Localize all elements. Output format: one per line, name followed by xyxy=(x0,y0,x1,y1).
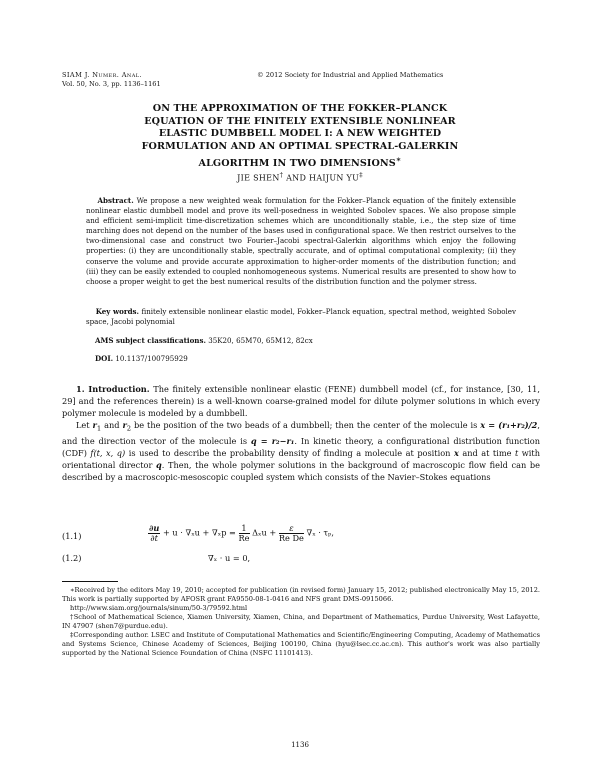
math-symbol: r xyxy=(92,420,97,431)
doi-label: DOI. xyxy=(95,354,114,363)
math-symbol: t xyxy=(514,448,519,459)
footnote: ∗Received by the editors May 19, 2010; accepted for publication (in revised form) January 15, 2012; published electronically May 15, 2012. This work is partially supported by AFOSR grant FA9550-08-1-0416 and NFS grant DMS-0915066. xyxy=(62,586,540,603)
intro-paragraph xyxy=(62,419,540,483)
ams-text: 35K20, 65M70, 65M12, 82cx xyxy=(208,336,313,345)
ams-label: AMS subject classifications. xyxy=(95,336,206,345)
equation-term: Δₓu + xyxy=(252,527,277,538)
section-heading: 1. Introduction. xyxy=(76,384,150,394)
equation-number: (1.2) xyxy=(62,553,82,563)
abstract-label: Abstract. xyxy=(97,196,134,205)
author-conjunction: AND xyxy=(286,173,307,183)
doi xyxy=(86,354,516,364)
paper-title xyxy=(84,103,516,171)
author-mark: ‡ xyxy=(359,171,363,179)
math-subscript: 2 xyxy=(126,424,132,433)
math-symbol: x xyxy=(453,448,459,459)
equation-1-1 xyxy=(148,524,334,543)
title-line: EQUATION OF THE FINITELY EXTENSIBLE NONLINEAR xyxy=(144,115,456,127)
text-run: with orientational director xyxy=(62,448,540,471)
text-run: . Then, the whole polymer solutions in the background of macroscopic flow field can be described by a macroscopic-mesoscopic coupled system which consists of the Navier–Stokes equations xyxy=(62,460,540,483)
abstract-text: We propose a new weighted weak formulation for the Fokker–Planck equation of the finitely extensible nonlinear elastic dumbbell model and prove its well-posedness in weighted Sobolev spaces. We also propose simple and efficient semi-implicit time-discretization schemes which are unconditionally stable, i.e., the step size of time marching does not depend on the number of the bases used in configurational space. We then restrict ourselves to the two-dimensional case and construct two Fourier–Jacobi spectral-Galerkin algorithms which enjoy the following properties: (i) they are unconditionally stable, spectrally accurate, and of optimal computational complexity; (ii) they conserve the volume and provide accurate approximation to higher-order moments of the distribution function; and (iii) they can be easily extended to coupled nonhomogeneous systems. Numerical results are presented to show how to choose a proper weight to get the best numerical results of the distribution function and the polymer stress. xyxy=(86,196,516,286)
introduction xyxy=(62,383,540,483)
journal-volume: Vol. 50, No. 3, pp. 1136–1161 xyxy=(62,80,161,88)
equation-term: + u · ∇ₓu + ∇ₓp = xyxy=(162,527,236,538)
copyright-notice: © 2012 Society for Industrial and Applied Mathematics xyxy=(257,71,444,79)
title-line: ELASTIC DUMBBELL MODEL I: A NEW WEIGHTED xyxy=(158,128,442,140)
fraction-numerator: ∂u xyxy=(149,523,160,533)
math-symbol: q xyxy=(156,460,162,471)
author-mark: † xyxy=(279,171,284,179)
footnote-url[interactable]: http://www.siam.org/journals/sinum/50-3/79592.html xyxy=(70,604,248,612)
page-number: 1136 xyxy=(291,741,309,749)
fraction-denominator: Re xyxy=(238,533,250,543)
journal-name: SIAM J. Numer. Anal. xyxy=(62,71,142,79)
fraction xyxy=(148,524,160,543)
text-run: is used to describe the probability density of finding a molecule at position xyxy=(128,448,451,459)
fraction xyxy=(279,524,304,543)
fraction-numerator: ε xyxy=(279,524,304,534)
author-name: HAIJUN YU xyxy=(309,173,360,183)
math-expression: q = r₂−r₁ xyxy=(250,436,295,447)
fraction-denominator: Re De xyxy=(278,533,304,543)
title-line: ALGORITHM IN TWO DIMENSIONS xyxy=(198,158,396,170)
doi-text: 10.1137/100795929 xyxy=(115,354,188,363)
title-line-last xyxy=(84,153,516,171)
equation-term: ∇ₓ · τₚ, xyxy=(306,527,334,538)
text-run: and xyxy=(104,420,120,431)
footnote-divider xyxy=(62,581,118,582)
text-run: . In kinetic theory, a configurational distribution function (CDF) xyxy=(62,436,540,459)
title-footnote-mark: ∗ xyxy=(395,154,402,165)
title-line: FORMULATION AND AN OPTIMAL SPECTRAL-GALERKIN xyxy=(141,140,459,152)
keywords-text: finitely extensible nonlinear elastic model, Fokker–Planck equation, spectral method, weighted Sobolev space, Jacobi polynomial xyxy=(86,307,516,326)
footnotes xyxy=(62,586,540,658)
equation-number: (1.1) xyxy=(62,531,82,541)
text-run: , and the direction vector of the molecule is xyxy=(62,420,540,447)
text-run: be the position of the two beads of a dumbbell; then the center of the molecule is xyxy=(134,420,478,431)
text-run: Let xyxy=(76,420,90,431)
math-symbol: r xyxy=(122,420,127,431)
text-run: and at time xyxy=(462,448,512,459)
ams-classification xyxy=(86,336,516,346)
intro-paragraph xyxy=(62,383,540,419)
keywords-label: Key words. xyxy=(95,307,140,316)
author-name: JIE SHEN xyxy=(237,173,280,183)
author-list xyxy=(100,171,500,183)
math-subscript: 1 xyxy=(96,424,102,433)
fraction-denominator: ∂t xyxy=(150,533,158,543)
footnote: †School of Mathematical Science, Xiamen University, Xiamen, China, and Department of Mathematics, Purdue University, West Lafayette, IN 47907 (shen7@purdue.edu). xyxy=(62,613,540,630)
footnote: ‡Corresponding author. LSEC and Institute of Computational Mathematics and Scientific/Engineering Computing, Academy of Mathematics and Systems Science, Chinese Academy of Sciences, Beijing 100190, China (hyu@lsec.cc.ac.cn). This author's work was also partially supported by the National Science Foundation of China (NSFC 11101413). xyxy=(62,631,540,657)
fraction xyxy=(239,524,250,543)
math-expression: x = (r₁+r₂)/2 xyxy=(480,420,538,431)
journal-header xyxy=(62,71,161,89)
title-line: ON THE APPROXIMATION OF THE FOKKER–PLANCK xyxy=(152,103,448,114)
equation-1-2: ∇ₓ · u = 0, xyxy=(208,553,251,563)
abstract xyxy=(86,196,516,287)
fraction-numerator: 1 xyxy=(239,524,250,534)
intro-text: The finitely extensible nonlinear elastic (FENE) dumbbell model (cf., for instance, [30, 11, 29] and the references therein) is a well-known coarse-grained model for dilute polymer solutions in which every polymer molecule is modeled by a dumbbell. xyxy=(62,384,540,419)
math-expression: f(t, x, q) xyxy=(90,448,126,459)
keywords xyxy=(86,307,516,327)
